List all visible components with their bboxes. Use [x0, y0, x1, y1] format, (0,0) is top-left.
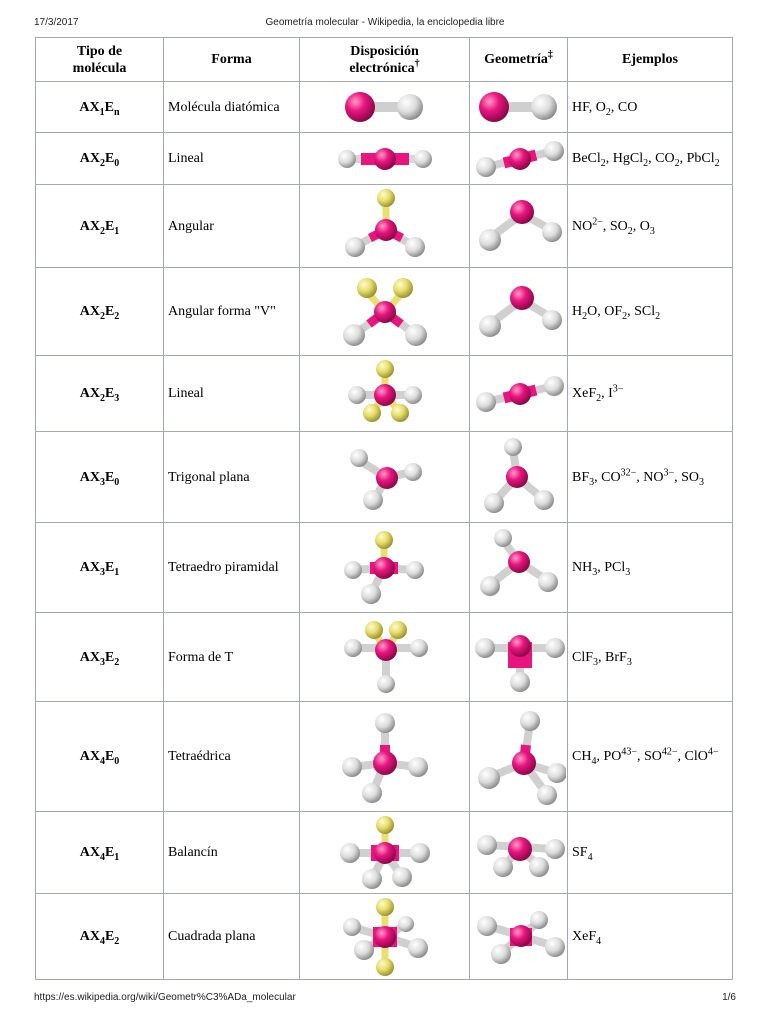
table-row [36, 185, 733, 268]
header-shape: Forma [164, 38, 300, 82]
linear-molecule-icon [335, 141, 435, 177]
shape-cell: Balancín [164, 812, 300, 894]
tetrahedral-two-lone-pairs-icon [339, 272, 431, 352]
trigonal-planar-one-lone-pair-icon [340, 188, 430, 264]
molecule-type-cell: $AX_4E_2$ [36, 894, 164, 980]
molecule-type-cell: $AX_4E_0$ [36, 702, 164, 812]
octahedral-two-lone-pairs-icon [339, 897, 431, 977]
diatomic-molecule-icon [474, 87, 564, 127]
electronic-arrangement-cell [300, 82, 470, 133]
trigonal-planar-icon [479, 437, 559, 517]
shape-cell: Angular [164, 185, 300, 268]
table-row [36, 82, 733, 133]
diatomic-molecule-icon [340, 87, 430, 127]
molecule-type-cell: $AX_2E_2$ [36, 268, 164, 356]
table-row [36, 356, 733, 432]
print-date: 17/3/2017 [34, 17, 79, 28]
header-examples: Ejemplos [568, 38, 733, 82]
tetrahedral-one-lone-pair-icon [340, 528, 430, 608]
print-page-title: Geometría molecular - Wikipedia, la enciclopedia libre [265, 17, 505, 28]
molecule-type-cell: $AX_1E_n$ [36, 82, 164, 133]
trigonal-bipyramidal-two-lone-pairs-icon [340, 616, 430, 698]
header-electronic-arrangement: Disposición electrónica† [300, 38, 470, 82]
examples-cell: $NH_3$, PCl$_3$ [568, 523, 733, 613]
geometry-cell [470, 356, 568, 432]
print-header [34, 17, 736, 31]
shape-cell: Tetraédrica [164, 702, 300, 812]
geometry-cell [470, 812, 568, 894]
bent-molecule-icon [474, 274, 566, 350]
molecule-type-cell: $AX_3E_2$ [36, 613, 164, 702]
examples-cell: $CH_4$, $PO^{43-}$, $SO^{42-}$, ClO$^{4-}$ [568, 702, 733, 812]
shape-cell: Cuadrada plana [164, 894, 300, 980]
molecule-type-cell: $AX_2E_0$ [36, 133, 164, 185]
header-molecule-type: Tipo de molécula [36, 38, 164, 82]
molecule-type-cell: $AX_2E_1$ [36, 185, 164, 268]
print-footer [34, 992, 736, 1006]
examples-cell: $NO^{2-}$, $SO_2$, $O_3$ [568, 185, 733, 268]
tetrahedral-icon [474, 707, 566, 807]
table-row [36, 268, 733, 356]
table-row [36, 613, 733, 702]
table-row [36, 133, 733, 185]
linear-molecule-icon [474, 139, 566, 179]
table-row [36, 894, 733, 980]
examples-cell: XeF$_4$ [568, 894, 733, 980]
electronic-arrangement-cell [300, 613, 470, 702]
table-header-row [36, 38, 733, 82]
examples-cell: XeF$_2$, $I^{3-}$ [568, 356, 733, 432]
examples-cell: ClF$_3$, BrF$_3$ [568, 613, 733, 702]
electronic-arrangement-cell [300, 185, 470, 268]
electronic-arrangement-cell [300, 356, 470, 432]
geometry-cell [470, 523, 568, 613]
molecule-type-cell: $AX_3E_0$ [36, 432, 164, 523]
molecule-type-cell: $AX_2E_3$ [36, 356, 164, 432]
examples-cell: $BF_3$, $CO^{32-}$, $NO^{3-}$, $SO_3$ [568, 432, 733, 523]
page-number: 1/6 [722, 992, 736, 1003]
geometry-cell [470, 894, 568, 980]
examples-cell: $SF_4$ [568, 812, 733, 894]
shape-cell: Angular forma "V" [164, 268, 300, 356]
linear-molecule-icon [474, 374, 566, 414]
electronic-arrangement-cell [300, 133, 470, 185]
table-row [36, 702, 733, 812]
geometry-cell [470, 432, 568, 523]
molecule-type-cell: $AX_3E_1$ [36, 523, 164, 613]
trigonal-pyramidal-icon [475, 528, 563, 608]
shape-cell: Molécula diatómica [164, 82, 300, 133]
examples-cell: $H_2O$, $OF_2$, SCl$_2$ [568, 268, 733, 356]
electronic-arrangement-cell [300, 812, 470, 894]
geometry-cell [470, 268, 568, 356]
trigonal-planar-icon [345, 442, 425, 512]
examples-cell: HF, $O_2$, CO [568, 82, 733, 133]
examples-cell: BeCl$_2$, HgCl$_2$, $CO_2$, PbCl$_2$ [568, 133, 733, 185]
electronic-arrangement-cell [300, 268, 470, 356]
table-row [36, 432, 733, 523]
shape-cell: Lineal [164, 356, 300, 432]
table-row [36, 523, 733, 613]
shape-cell: Trigonal plana [164, 432, 300, 523]
trigonal-bipyramidal-one-lone-pair-icon [339, 815, 431, 891]
molecule-type-cell: $AX_4E_1$ [36, 812, 164, 894]
geometry-cell [470, 613, 568, 702]
electronic-arrangement-cell [300, 432, 470, 523]
geometry-cell [470, 702, 568, 812]
seesaw-icon [474, 823, 566, 883]
geometry-cell [470, 133, 568, 185]
bent-molecule-icon [474, 188, 566, 264]
shape-cell: Tetraedro piramidal [164, 523, 300, 613]
electronic-arrangement-cell [300, 702, 470, 812]
tetrahedral-icon [339, 707, 431, 807]
electronic-arrangement-cell [300, 523, 470, 613]
electronic-arrangement-cell [300, 894, 470, 980]
page-url: https://es.wikipedia.org/wiki/Geometr%C3%ADa_molecular [34, 992, 296, 1003]
shape-cell: Forma de T [164, 613, 300, 702]
molecular-geometry-table [35, 37, 733, 980]
trigonal-bipyramidal-three-lone-pairs-icon [345, 359, 425, 429]
t-shaped-icon [474, 618, 566, 696]
geometry-cell [470, 82, 568, 133]
square-planar-icon [474, 902, 566, 972]
header-geometry: Geometría‡ [470, 38, 568, 82]
geometry-cell [470, 185, 568, 268]
table-row [36, 812, 733, 894]
shape-cell: Lineal [164, 133, 300, 185]
